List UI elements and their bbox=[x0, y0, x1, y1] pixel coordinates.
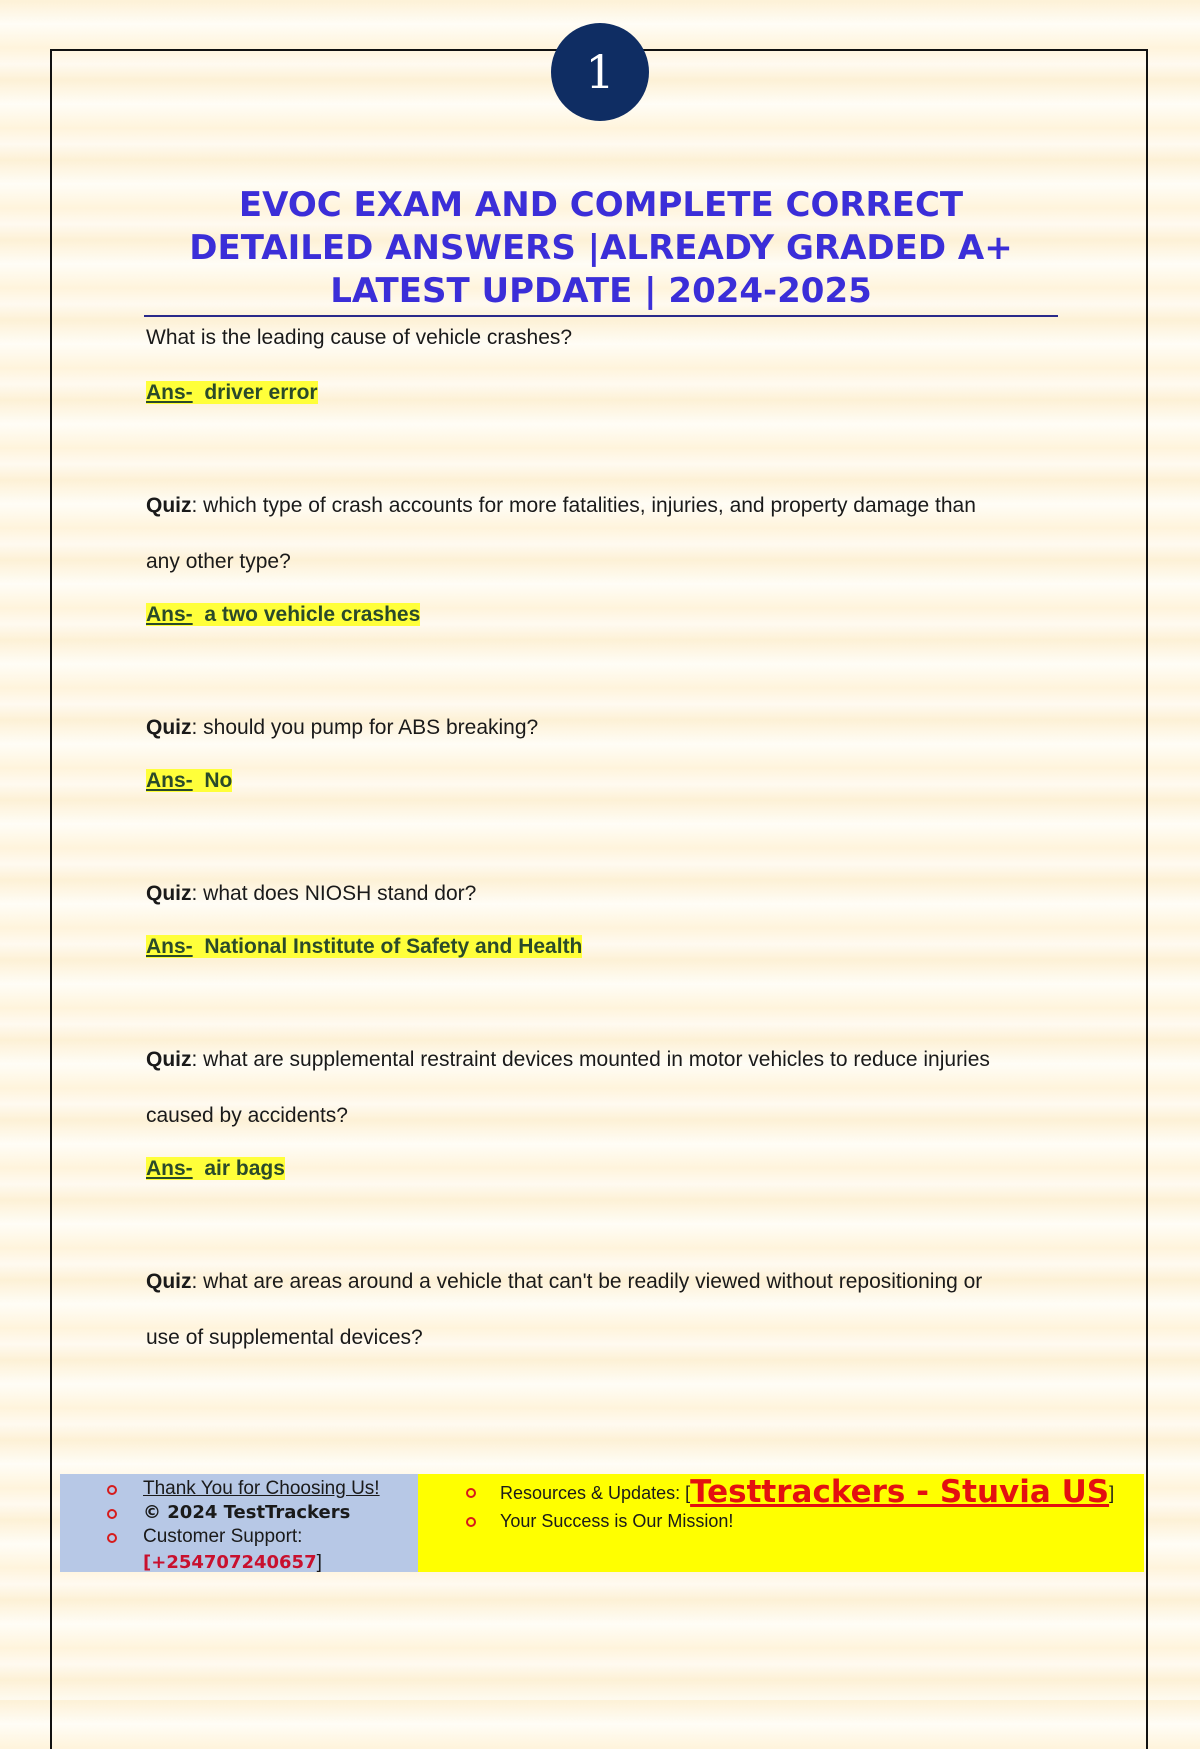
circle-bullet-icon bbox=[466, 1488, 476, 1498]
title-line-2: DETAILED ANSWERS |ALREADY GRADED A+ bbox=[189, 228, 1013, 268]
answer-highlight bbox=[146, 935, 582, 958]
question: Quiz: what does NIOSH stand dor? bbox=[146, 882, 477, 905]
quiz-prefix: Quiz bbox=[146, 494, 192, 517]
answer bbox=[146, 766, 1066, 796]
question-text: what are supplemental restraint devices mounted in motor vehicles to reduce injuries bbox=[203, 1048, 990, 1071]
answer bbox=[146, 932, 1066, 962]
footer-banner bbox=[60, 1474, 1144, 1572]
qa-content bbox=[146, 320, 1066, 1366]
title-divider bbox=[144, 315, 1058, 317]
answer-text: No bbox=[204, 769, 233, 792]
question: Quiz: which type of crash accounts for more fatalities, injuries, and property damage than bbox=[146, 494, 976, 517]
title-line-3: LATEST UPDATE | 2024-2025 bbox=[330, 271, 872, 311]
answer-text: driver error bbox=[204, 381, 318, 404]
question: Quiz: what are supplemental restraint devices mounted in motor vehicles to reduce injuries bbox=[146, 1048, 990, 1071]
question-text: should you pump for ABS breaking? bbox=[203, 716, 539, 739]
support-label: Customer Support: bbox=[143, 1526, 303, 1547]
bracket-open: [ bbox=[143, 1552, 152, 1573]
circle-bullet-icon bbox=[107, 1485, 117, 1495]
answer-prefix: Ans- bbox=[146, 769, 193, 792]
footer-list-item bbox=[418, 1474, 1144, 1510]
circle-bullet-icon bbox=[466, 1517, 476, 1527]
circle-bullet-icon bbox=[107, 1509, 117, 1519]
answer-prefix: Ans- bbox=[146, 1157, 193, 1180]
footer-list-item bbox=[60, 1525, 418, 1549]
support-phone-line bbox=[60, 1549, 418, 1577]
question-text: what does NIOSH stand dor? bbox=[203, 882, 477, 905]
answer-prefix: Ans- bbox=[146, 603, 193, 626]
question-continued: use of supplemental devices? bbox=[146, 1326, 423, 1349]
answer-highlight bbox=[146, 603, 420, 626]
circle-bullet-icon bbox=[107, 1533, 117, 1543]
quiz-prefix: Quiz bbox=[146, 1270, 192, 1293]
answer-text: a two vehicle crashes bbox=[204, 603, 421, 626]
answer bbox=[146, 600, 1066, 630]
answer bbox=[146, 378, 1066, 408]
answer-highlight bbox=[146, 1157, 285, 1180]
footer-contact-list bbox=[60, 1477, 418, 1549]
support-phone[interactable]: +254707240657 bbox=[151, 1552, 317, 1573]
quiz-prefix: Quiz bbox=[146, 882, 192, 905]
page-number-badge: 1 bbox=[551, 23, 649, 121]
question-continued: caused by accidents? bbox=[146, 1104, 348, 1127]
quiz-prefix: Quiz bbox=[146, 1048, 192, 1071]
question: What is the leading cause of vehicle crashes? bbox=[146, 326, 573, 349]
answer-prefix: Ans- bbox=[146, 935, 193, 958]
copyright-text: © 2024 TestTrackers bbox=[143, 1502, 351, 1523]
answer-prefix: Ans- bbox=[146, 381, 193, 404]
bracket-close: ] bbox=[1109, 1483, 1115, 1503]
resources-label: Resources & Updates: [ bbox=[500, 1483, 691, 1503]
stuvia-link[interactable]: Testtrackers - Stuvia US bbox=[690, 1474, 1110, 1510]
question: Quiz: should you pump for ABS breaking? bbox=[146, 716, 539, 739]
quiz-prefix: Quiz bbox=[146, 716, 192, 739]
footer-list-item bbox=[60, 1501, 418, 1525]
answer-highlight bbox=[146, 769, 232, 792]
mission-text: Your Success is Our Mission! bbox=[500, 1511, 734, 1531]
title-line-1: EVOC EXAM AND COMPLETE CORRECT bbox=[238, 185, 964, 225]
footer-list-item bbox=[60, 1477, 418, 1501]
question-text: which type of crash accounts for more fatalities, injuries, and property damage than bbox=[203, 494, 976, 517]
footer-list-item bbox=[418, 1507, 1144, 1535]
document-title bbox=[144, 184, 1058, 313]
bracket-close: ] bbox=[316, 1552, 322, 1573]
footer-contact-panel bbox=[60, 1474, 418, 1572]
question: Quiz: what are areas around a vehicle that can't be readily viewed without repositioning or bbox=[146, 1270, 983, 1293]
answer-text: National Institute of Safety and Health bbox=[204, 935, 583, 958]
answer-highlight bbox=[146, 381, 318, 404]
question-continued: any other type? bbox=[146, 550, 291, 573]
answer-text: air bags bbox=[204, 1157, 285, 1180]
question-text: what are areas around a vehicle that can't be readily viewed without repositioning or bbox=[203, 1270, 983, 1293]
footer-resources-list bbox=[418, 1474, 1144, 1535]
footer-resources-panel bbox=[418, 1474, 1144, 1572]
thanks-link[interactable]: Thank You for Choosing Us! bbox=[143, 1478, 380, 1499]
answer bbox=[146, 1154, 1066, 1184]
